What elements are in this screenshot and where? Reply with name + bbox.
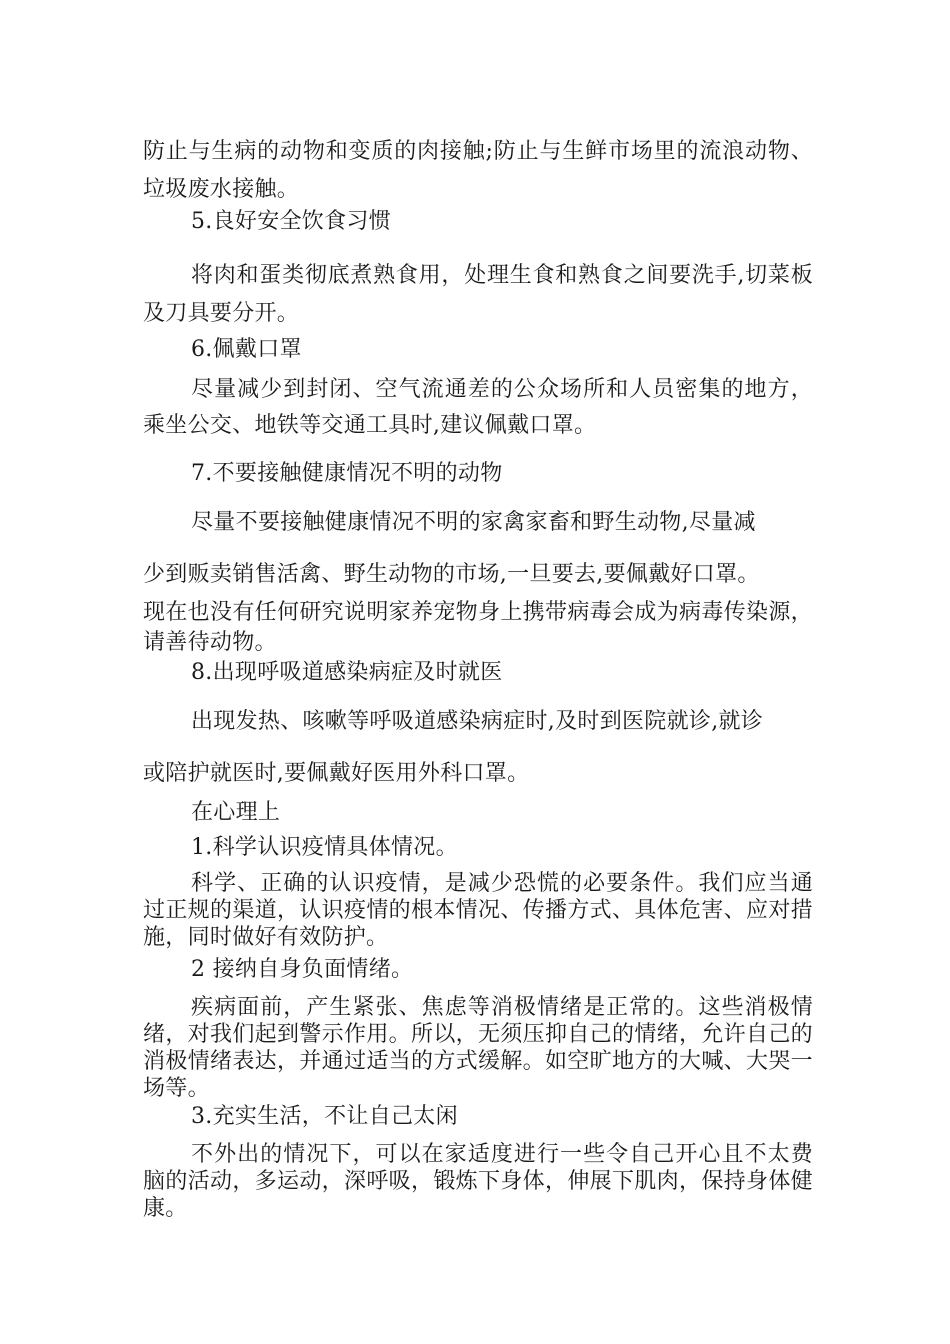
heading-safe-diet: 5.良好安全饮食习惯 <box>191 209 391 234</box>
paragraph-accept-emotions: 疾病面前，产生紧张、焦虑等消极情绪是正常的。这些消极情绪，对我们起到警示作用。所以，无须压抑自己的情绪，允许自己的消极情绪表达，并通过适当的方式缓解。如空旷地方的大喊、大哭一场等。 <box>143 995 813 1101</box>
heading-enrich-life: 3.充实生活，不让自己太闲 <box>191 1104 458 1129</box>
paragraph-understand-epidemic: 科学、正确的认识疫情，是减少恐慌的必要条件。我们应当通过正规的渠道，认识疫情的根本情况、传播方式、具体危害、应对措施，同时做好有效防护。 <box>143 871 813 950</box>
paragraph-wear-mask: 尽量减少到封闭、空气流通差的公众场所和人员密集的地方，乘坐公交、地铁等交通工具时,建议佩戴口罩。 <box>143 377 813 438</box>
section-heading-psychology: 在心理上 <box>191 800 281 825</box>
paragraph-seek-medical-line2: 或陪护就医时,要佩戴好医用外科口罩。 <box>143 761 530 786</box>
heading-understand-epidemic: 1.科学认识疫情具体情况。 <box>191 835 458 860</box>
paragraph-enrich-life: 不外出的情况下，可以在家适度进行一些令自己开心且不太费脑的活动，多运动，深呼吸，锻炼下身体，伸展下肌肉，保持身体健康。 <box>143 1142 813 1221</box>
paragraph-avoid-animals-line1: 尽量不要接触健康情况不明的家禽家畜和野生动物,尽量减 <box>191 510 756 535</box>
paragraph-seek-medical-line1: 出现发热、咳嗽等呼吸道感染病症时,及时到医院就诊,就诊 <box>191 709 764 734</box>
heading-avoid-animals: 7.不要接触健康情况不明的动物 <box>191 461 503 486</box>
heading-seek-medical: 8.出现呼吸道感染病症及时就医 <box>191 660 503 685</box>
paragraph-safe-diet: 将肉和蛋类彻底煮熟食用，处理生食和熟食之间要洗手,切菜板及刀具要分开。 <box>143 263 813 326</box>
paragraph-animal-contact: 防止与生病的动物和变质的肉接触;防止与生鲜市场里的流浪动物、垃圾废水接触。 <box>143 139 813 202</box>
paragraph-avoid-animals-line2: 少到贩卖销售活禽、野生动物的市场,一旦要去,要佩戴好口罩。 <box>143 562 760 587</box>
heading-wear-mask: 6.佩戴口罩 <box>191 337 302 362</box>
paragraph-pets: 现在也没有任何研究说明家养宠物身上携带病毒会成为病毒传染源，请善待动物。 <box>143 600 813 655</box>
heading-accept-emotions: 2 接纳自身负面情绪。 <box>191 957 414 982</box>
